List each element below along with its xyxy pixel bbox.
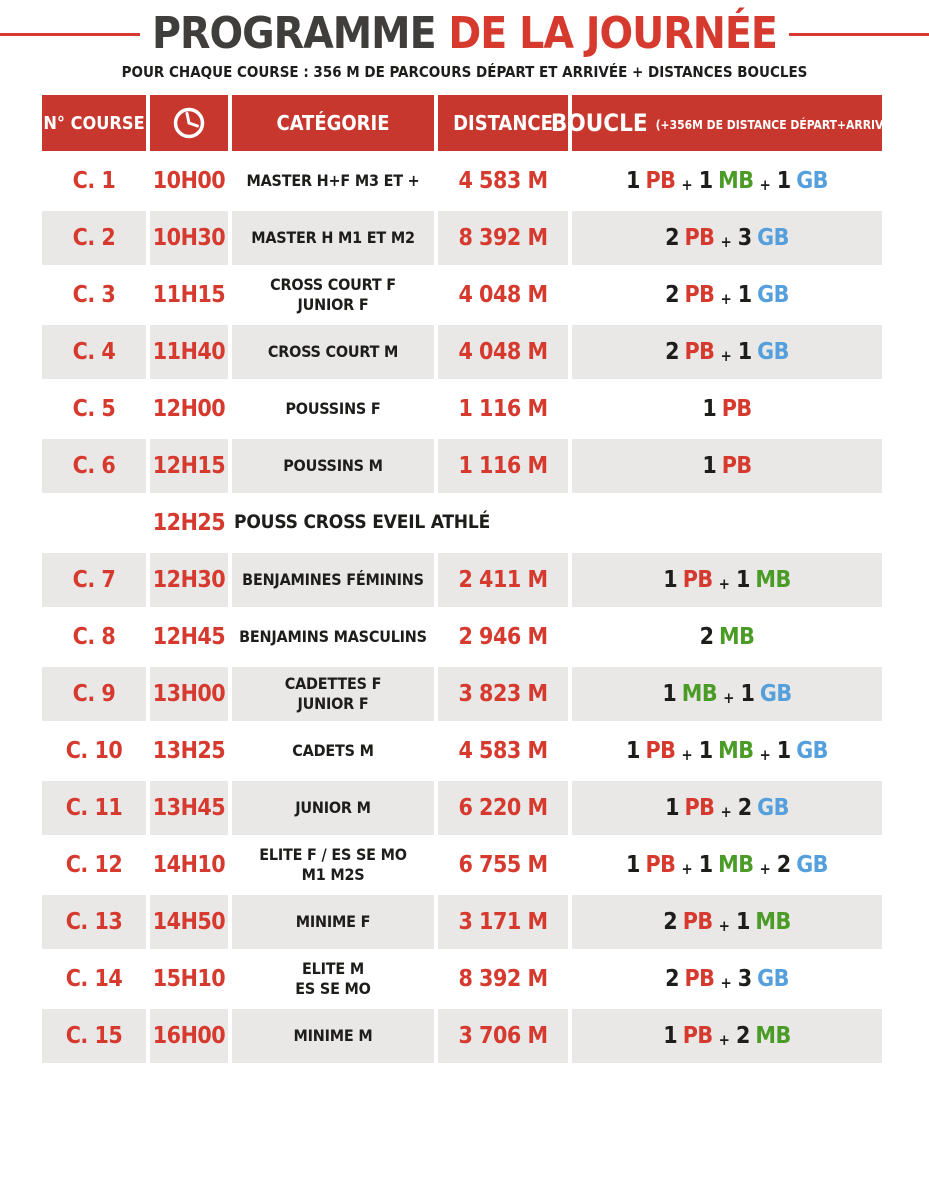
table-row [42, 724, 884, 778]
loop-type-gb: GB [757, 795, 789, 821]
table-row [42, 1009, 884, 1063]
loop-count: 1 [740, 681, 755, 707]
loop-count: 1 [626, 738, 641, 764]
loop-type-gb: GB [759, 681, 792, 707]
course-loops [572, 325, 882, 379]
category-line: JUNIOR M [295, 798, 371, 817]
course-loops [572, 895, 882, 949]
course-number [42, 496, 146, 550]
course-distance: 3 823 M [438, 667, 568, 721]
course-distance: 4 048 M [438, 325, 568, 379]
category-line: BENJAMINES FÉMININS [242, 570, 424, 589]
course-number: C. 4 [42, 325, 146, 379]
course-loops [572, 667, 882, 721]
table-row [42, 781, 884, 835]
course-loops [572, 838, 882, 892]
category-line: MINIME M [293, 1026, 373, 1045]
loop-count: 2 [665, 966, 680, 992]
loop-count: 1 [737, 339, 753, 365]
clock-icon [172, 106, 206, 140]
loop-type-gb: GB [757, 339, 789, 365]
category-line: ELITE F / ES SE MO [259, 845, 407, 864]
table-header [42, 95, 904, 151]
category-line: CADETS M [292, 741, 374, 760]
course-loops [572, 154, 882, 208]
course-category [232, 610, 434, 664]
loop-type-pb: PB [682, 1023, 713, 1049]
course-distance: 1 116 M [438, 439, 568, 493]
course-number: C. 2 [42, 211, 146, 265]
loop-count: 1 [663, 567, 678, 593]
course-loops [572, 724, 882, 778]
plus-sign: + [720, 347, 732, 365]
course-category [232, 211, 434, 265]
plus-sign: + [759, 176, 771, 194]
course-distance: 2 946 M [458, 624, 548, 650]
course-time: 10H30 [150, 211, 228, 265]
table-row [42, 610, 884, 664]
course-distance: 6 755 M [458, 852, 548, 878]
course-number: C. 9 [42, 667, 146, 721]
course-category [232, 553, 434, 607]
category-line: JUNIOR F [297, 694, 369, 713]
header-loop [550, 95, 904, 151]
loop-type-mb: MB [718, 168, 754, 194]
course-category [232, 496, 882, 550]
loop-count: 2 [776, 852, 792, 878]
course-distance: 1 116 M [458, 396, 548, 422]
title-row [0, 0, 929, 58]
course-loops [572, 211, 882, 265]
category-line: POUSS CROSS EVEIL ATHLÉ [234, 511, 491, 534]
plus-sign: + [723, 689, 735, 707]
subtitle: POUR CHAQUE COURSE : 356 M DE PARCOURS DÉPART ET ARRIVÉE + DISTANCES BOUCLES [121, 63, 808, 81]
course-time: 13H25 [152, 738, 226, 764]
plus-sign: + [681, 176, 693, 194]
course-number: C. 14 [65, 966, 123, 992]
table-row [42, 496, 884, 550]
page-title [140, 8, 789, 59]
loop-type-gb: GB [796, 168, 828, 194]
course-number: C. 1 [72, 168, 116, 194]
course-number: C. 11 [42, 781, 146, 835]
loop-type-gb: GB [757, 225, 789, 251]
loop-type-pb: PB [645, 738, 676, 764]
table-row [42, 952, 884, 1006]
title-rule-left [0, 33, 140, 36]
table-body [42, 154, 884, 1063]
table-row [42, 154, 884, 208]
category-line: BENJAMINS MASCULINS [239, 627, 427, 646]
course-time: 12H25 [152, 510, 226, 536]
loop-count: 1 [776, 168, 792, 194]
course-time: 10H00 [152, 168, 226, 194]
plus-sign: + [681, 746, 693, 764]
loop-type-mb: MB [719, 624, 755, 650]
header-distance: DISTANCE [438, 95, 568, 151]
loop-type-pb: PB [684, 282, 715, 308]
course-time: 15H10 [152, 966, 226, 992]
category-line: MINIME F [295, 912, 371, 931]
course-number: C. 6 [42, 439, 146, 493]
loop-count: 1 [735, 909, 751, 935]
plus-sign: + [681, 860, 693, 878]
course-category [232, 382, 434, 436]
course-number: C. 8 [72, 624, 116, 650]
loop-count: 1 [662, 681, 677, 707]
loop-count: 2 [665, 225, 680, 251]
course-loops [572, 553, 882, 607]
course-category [232, 781, 434, 835]
loop-count: 1 [626, 852, 641, 878]
course-time: 12H45 [152, 624, 226, 650]
course-category [232, 952, 434, 1006]
category-line: M1 M2S [301, 865, 365, 884]
table-row [42, 838, 884, 892]
header-course-number: N° COURSE [42, 95, 146, 151]
loop-type-pb: PB [684, 966, 715, 992]
loop-type-mb: MB [718, 852, 754, 878]
header-category: CATÉGORIE [232, 95, 434, 151]
course-loops [572, 439, 882, 493]
course-time: 16H00 [150, 1009, 228, 1063]
loop-type-mb: MB [681, 681, 718, 707]
course-category [232, 1009, 434, 1063]
loop-type-pb: PB [682, 909, 713, 935]
loop-count: 2 [737, 795, 753, 821]
plus-sign: + [718, 575, 730, 593]
course-distance: 4 048 M [458, 282, 548, 308]
category-line: ELITE M [302, 959, 364, 978]
loop-count: 1 [698, 738, 714, 764]
course-time: 12H30 [150, 553, 228, 607]
loop-count: 2 [665, 339, 680, 365]
course-category [232, 895, 434, 949]
header-loop-note: (+356M DE DISTANCE DÉPART+ARRIVÉE) [655, 117, 904, 132]
loop-type-pb: PB [645, 168, 676, 194]
course-distance: 8 392 M [458, 966, 548, 992]
course-number: C. 12 [65, 852, 123, 878]
loop-count: 2 [663, 909, 678, 935]
course-time: 13H45 [150, 781, 228, 835]
loop-count: 3 [737, 966, 753, 992]
course-loops [572, 382, 882, 436]
loop-type-gb: GB [796, 852, 828, 878]
plus-sign: + [720, 290, 732, 308]
plus-sign: + [718, 917, 730, 935]
loop-type-mb: MB [718, 738, 754, 764]
table-row [42, 211, 884, 265]
course-category [232, 439, 434, 493]
loop-type-pb: PB [645, 852, 676, 878]
category-line: MASTER H+F M3 ET + [246, 171, 420, 190]
loop-count: 1 [698, 168, 714, 194]
course-category [232, 154, 434, 208]
title-part-1: PROGRAMME [152, 8, 436, 59]
category-line: POUSSINS M [283, 456, 383, 475]
page-header [0, 0, 929, 81]
course-number: C. 7 [42, 553, 146, 607]
course-time: 14H50 [150, 895, 228, 949]
course-category [232, 325, 434, 379]
category-line: CROSS COURT F [270, 275, 396, 294]
loop-count: 1 [776, 738, 792, 764]
plus-sign: + [720, 803, 732, 821]
loop-type-mb: MB [755, 909, 791, 935]
loop-count: 1 [702, 453, 717, 479]
plus-sign: + [759, 860, 771, 878]
course-time: 12H00 [152, 396, 226, 422]
course-loops [572, 610, 882, 664]
loop-type-pb: PB [684, 795, 715, 821]
loop-count: 1 [698, 852, 714, 878]
table-row [42, 268, 884, 322]
course-distance: 4 583 M [458, 738, 548, 764]
loop-count: 2 [699, 624, 715, 650]
course-loops [572, 268, 882, 322]
course-distance: 8 392 M [438, 211, 568, 265]
loop-count: 1 [735, 567, 751, 593]
loop-count: 1 [663, 1023, 678, 1049]
course-distance: 4 583 M [458, 168, 548, 194]
loop-type-mb: MB [755, 567, 791, 593]
course-time: 11H15 [152, 282, 226, 308]
plus-sign: + [720, 233, 732, 251]
loop-type-pb: PB [721, 453, 752, 479]
course-distance: 3 171 M [438, 895, 568, 949]
course-distance: 3 706 M [438, 1009, 568, 1063]
course-category [232, 268, 434, 322]
course-time: 14H10 [152, 852, 226, 878]
program-table [42, 95, 904, 1063]
course-number: C. 3 [72, 282, 116, 308]
category-line: MASTER H M1 ET M2 [251, 228, 415, 247]
title-part-2: DE LA JOURNÉE [448, 8, 777, 59]
loop-type-pb: PB [682, 567, 713, 593]
title-rule-right [789, 33, 929, 36]
category-line: CROSS COURT M [267, 342, 399, 361]
table-row [42, 895, 884, 949]
table-row [42, 553, 884, 607]
loop-count: 2 [735, 1023, 751, 1049]
course-number: C. 10 [65, 738, 123, 764]
category-line: ES SE MO [295, 979, 371, 998]
table-row [42, 382, 884, 436]
loop-type-gb: GB [757, 282, 789, 308]
header-time [150, 95, 228, 151]
course-category [232, 724, 434, 778]
course-distance: 2 411 M [438, 553, 568, 607]
loop-type-pb: PB [721, 396, 752, 422]
loop-count: 1 [626, 168, 641, 194]
loop-type-gb: GB [757, 966, 789, 992]
loop-type-gb: GB [796, 738, 828, 764]
plus-sign: + [718, 1031, 730, 1049]
course-number: C. 5 [72, 396, 116, 422]
course-distance: 6 220 M [438, 781, 568, 835]
plus-sign: + [759, 746, 771, 764]
course-time: 12H15 [150, 439, 228, 493]
course-number: C. 13 [42, 895, 146, 949]
loop-count: 3 [737, 225, 753, 251]
loop-type-mb: MB [755, 1023, 791, 1049]
course-loops [572, 952, 882, 1006]
category-line: JUNIOR F [297, 295, 369, 314]
loop-count: 2 [665, 282, 680, 308]
course-time: 11H40 [150, 325, 228, 379]
header-loop-label: BOUCLE [550, 109, 648, 137]
loop-count: 1 [665, 795, 680, 821]
course-number: C. 15 [42, 1009, 146, 1063]
loop-count: 1 [702, 396, 717, 422]
table-row [42, 325, 884, 379]
loop-count: 1 [737, 282, 753, 308]
table-row [42, 667, 884, 721]
plus-sign: + [720, 974, 732, 992]
table-row [42, 439, 884, 493]
loop-type-pb: PB [684, 225, 715, 251]
category-line: POUSSINS F [285, 399, 381, 418]
course-category [232, 667, 434, 721]
course-time: 13H00 [150, 667, 228, 721]
course-loops [572, 781, 882, 835]
course-loops [572, 1009, 882, 1063]
loop-type-pb: PB [684, 339, 715, 365]
course-category [232, 838, 434, 892]
category-line: CADETTES F [284, 674, 382, 693]
